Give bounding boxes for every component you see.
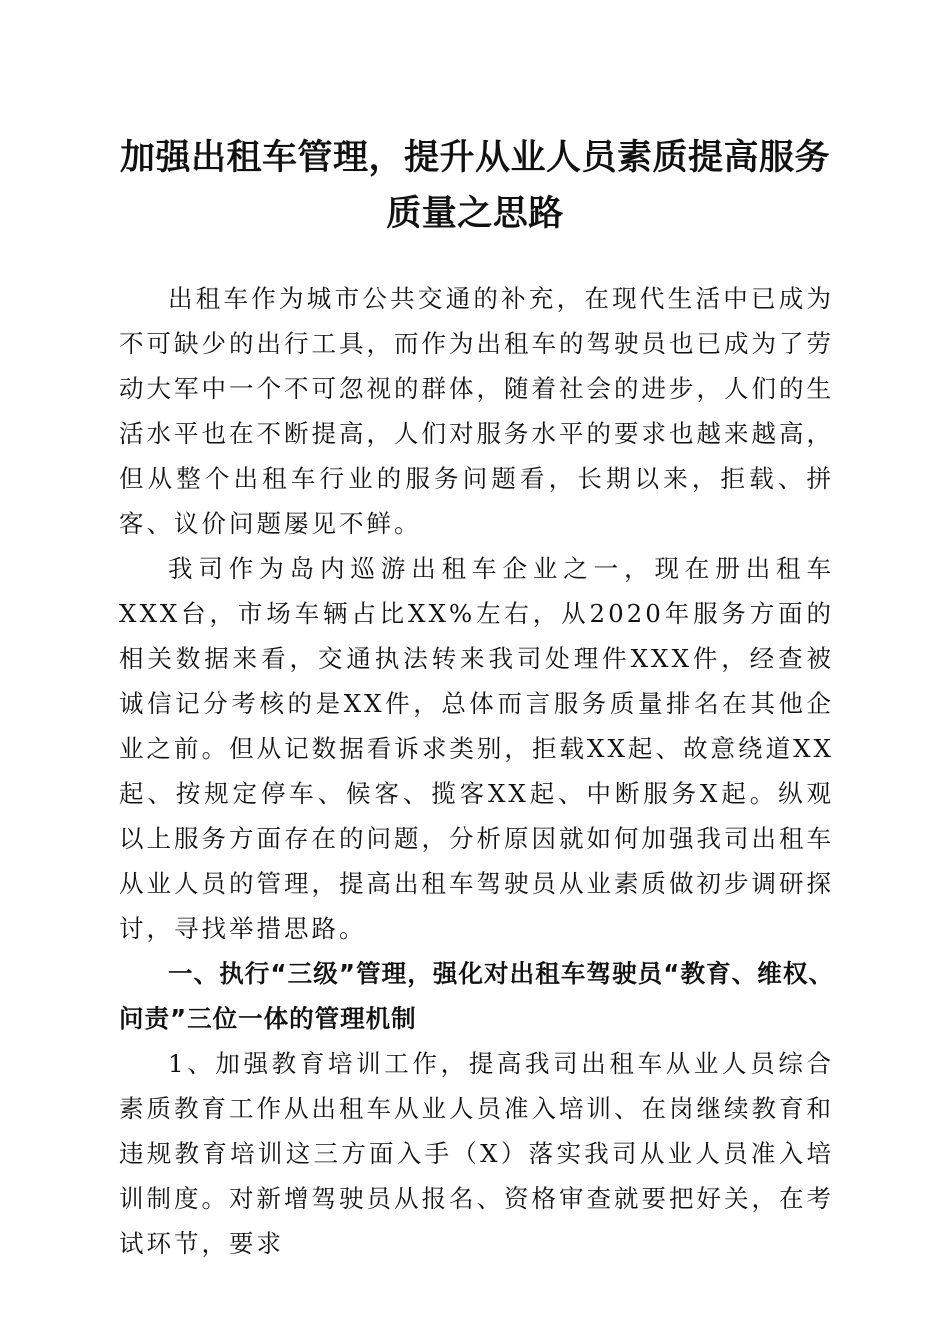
document-body — [119, 276, 834, 1266]
paragraph-company-data: 我司作为岛内巡游出租车企业之一，现在册出租车XXX台，市场车辆占比XX%左右，从2020年服务方面的相关数据来看，交通执法转来我司处理件XXX件，经查被诚信记分考核的是XX件，总体而言服务质量排名在其他企业之前。但从记数据看诉求类别，拒载XX起、故意绕道XX起、按规定停车、候客、揽客XX起、中断服务X起。纵观以上服务方面存在的问题，分析原因就如何加强我司出租车从业人员的管理，提高出租车驾驶员从业素质做初步调研探讨，寻找举措思路。 — [119, 554, 834, 943]
document-title — [100, 130, 850, 242]
title-line-1: 加强出租车管理，提升从业人员素质提高服务 — [119, 137, 830, 178]
section-paragraph: 1、加强教育培训工作，提高我司出租车从业人员综合素质教育工作从出租车从业人员准入培训、在岗继续教育和违规教育培训这三方面入手（X）落实我司从业人员准入培训制度。对新增驾驶员从报名、资格审查就要把好关，在考试环节，要求 — [119, 1049, 834, 1258]
paragraph-intro: 出租车作为城市公共交通的补充，在现代生活中已成为不可缺少的出行工具，而作为出租车的驾驶员也已成为了劳动大军中一个不可忽视的群体，随着社会的进步，人们的生活水平也在不断提高，人们对服务水平的要求也越来越高，但从整个出租车行业的服务问题看，长期以来，拒载、拼客、议价问题屡见不鲜。 — [119, 284, 834, 538]
section-heading: 一、执行“三级”管理，强化对出租车驾驶员“教育、维权、问责”三位一体的管理机制 — [119, 959, 834, 1033]
title-line-2: 质量之思路 — [386, 193, 564, 234]
